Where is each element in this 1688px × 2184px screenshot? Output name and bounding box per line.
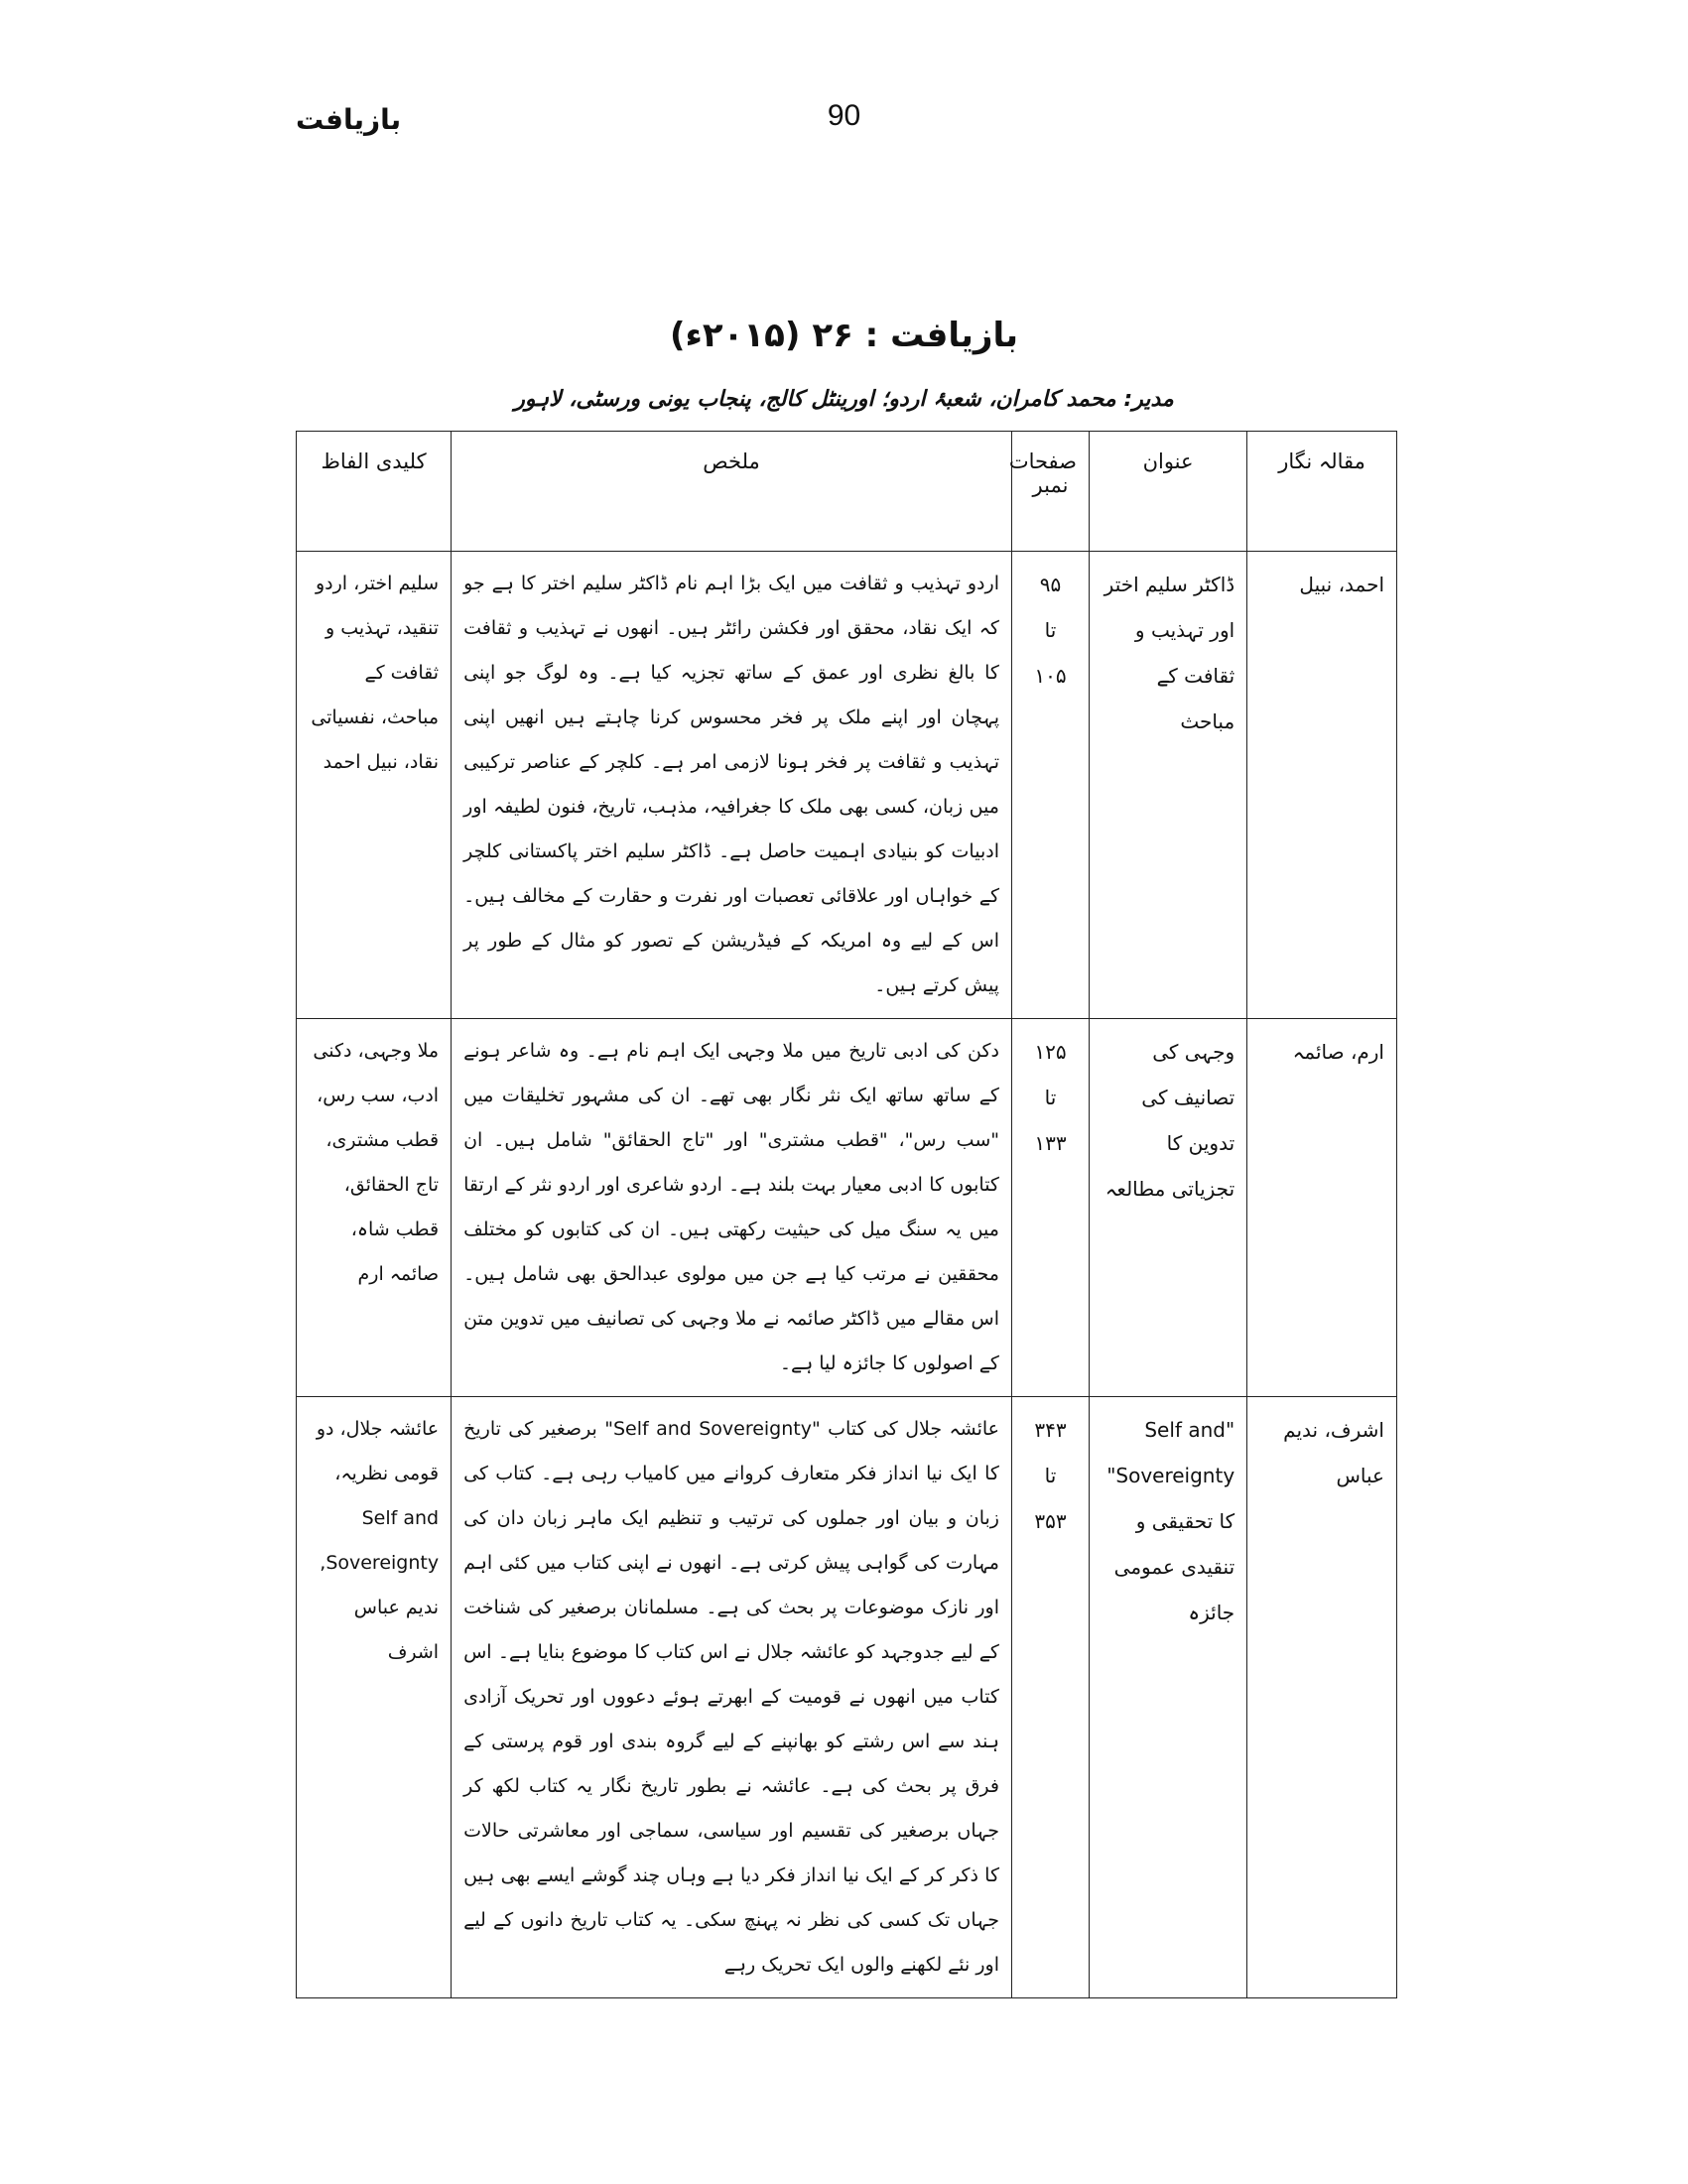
page-start: ۱۲۵: [1034, 1040, 1067, 1064]
cell-pages: [1011, 1397, 1089, 1998]
cell-keywords: ملا وجہی، دکنی ادب، سب رس، قطب مشتری، تاج الحقائق، قطب شاہ، صائمہ ارم: [297, 1019, 452, 1397]
cell-author: ارم، صائمہ: [1247, 1019, 1397, 1397]
cell-title: ڈاکٹر سلیم اختر اور تہذیب و ثقافت کے مباحث: [1090, 552, 1247, 1019]
cell-pages: [1011, 552, 1089, 1019]
page-end: ۱۳۳: [1034, 1131, 1067, 1155]
page-to: تا: [1044, 1086, 1057, 1109]
table-row: [297, 1397, 1397, 1998]
page-start: ۳۴۳: [1034, 1418, 1067, 1442]
document-subtitle: مدیر: محمد کامران، شعبۂ اردو؛ اورینٹل کالج، پنجاب یونی ورسٹی، لاہور: [514, 387, 1174, 412]
table-header-row: [297, 432, 1397, 552]
table-row: [297, 1019, 1397, 1397]
cell-abstract: اردو تہذیب و ثقافت میں ایک بڑا اہم نام ڈاکٹر سلیم اختر کا ہے جو کہ ایک نقاد، محقق اور فکشن رائٹر ہیں۔ انھوں نے تہذیب و ثقافت کا بالغ نظری اور عمق کے ساتھ تجزیہ کیا ہے۔ وہ لوگ جو اپنی پہچان اور اپنے ملک پر فخر محسوس کرنا چاہتے ہیں انھیں اپنی تہذیب و ثقافت پر فخر ہونا لازمی امر ہے۔ کلچر کے عناصر ترکیبی میں زبان، کسی بھی ملک کا جغرافیہ، مذہب، تاریخ، فنون لطیفہ اور ادبیات کو بنیادی اہمیت حاصل ہے۔ ڈاکٹر سلیم اختر پاکستانی کلچر کے خواہاں اور علاقائی تعصبات اور نفرت و حقارت کے مخالف ہیں۔ اس کے لیے وہ امریکہ کے فیڈریشن کے تصور کو مثال کے طور پر پیش کرتے ہیں۔: [452, 552, 1012, 1019]
header-pages: صفحات نمبر: [1011, 432, 1089, 552]
cell-author: احمد، نبیل: [1247, 552, 1397, 1019]
page-to: تا: [1044, 618, 1057, 642]
cell-title: وجہی کی تصانیف کی تدوین کا تجزیاتی مطالعہ: [1090, 1019, 1247, 1397]
cell-pages: [1011, 1019, 1089, 1397]
header-title: عنوان: [1090, 432, 1247, 552]
cell-author: اشرف، ندیم عباس: [1247, 1397, 1397, 1998]
cell-keywords: عائشہ جلال، دو قومی نظریہ، Self and Sovereignty, ندیم عباس اشرف: [297, 1397, 452, 1998]
cell-title: "Self and Sovereignty" کا تحقیقی و تنقیدی عمومی جائزہ: [1090, 1397, 1247, 1998]
cell-abstract: عائشہ جلال کی کتاب "Self and Sovereignty" برصغیر کی تاریخ کا ایک نیا انداز فکر متعارف کروانے میں کامیاب رہی ہے۔ کتاب کی زبان و بیان اور جملوں کی ترتیب و تنظیم ایک ماہر زبان دان کی مہارت کی گواہی پیش کرتی ہے۔ انھوں نے اپنی کتاب میں کئی اہم اور نازک موضوعات پر بحث کی ہے۔ مسلمانان برصغیر کی شناخت کے لیے جدوجہد کو عائشہ جلال نے اس کتاب کا موضوع بنایا ہے۔ اس کتاب میں انھوں نے قومیت کے ابھرتے ہوئے دعووں اور تحریک آزادی ہند سے اس رشتے کو بھانپنے کے لیے گروہ بندی اور قوم پرستی کے فرق پر بحث کی ہے۔ عائشہ نے بطور تاریخ نگار یہ کتاب لکھ کر جہاں برصغیر کی تقسیم اور سیاسی، سماجی اور معاشرتی حالات کا ذکر کر کے ایک نیا انداز فکر دیا ہے وہاں چند گوشے ایسے بھی ہیں جہاں تک کسی کی نظر نہ پہنچ سکی۔ یہ کتاب تاریخ دانوں کے لیے اور نئے لکھنے والوں ایک تحریک رہے: [452, 1397, 1012, 1998]
page-start: ۹۵: [1039, 573, 1062, 596]
header-author: مقالہ نگار: [1247, 432, 1397, 552]
document-title: بازیافت : ۲۶ (۲۰۱۵ء): [669, 316, 1018, 355]
cell-keywords: سلیم اختر، اردو تنقید، تہذیب و ثقافت کے مباحث، نفسیاتی نقاد، نبیل احمد: [297, 552, 452, 1019]
table-row: [297, 552, 1397, 1019]
page-end: ۳۵۳: [1034, 1509, 1067, 1533]
page-to: تا: [1044, 1464, 1057, 1487]
header-keywords: کلیدی الفاظ: [297, 432, 452, 552]
cell-abstract: دکن کی ادبی تاریخ میں ملا وجہی ایک اہم نام ہے۔ وہ شاعر ہونے کے ساتھ ساتھ ایک نثر نگار بھی تھے۔ ان کی مشہور تخلیقات میں "سب رس"، "قطب مشتری" اور "تاج الحقائق" شامل ہیں۔ ان کتابوں کا ادبی معیار بہت بلند ہے۔ اردو شاعری اور اردو نثر کے ارتقا میں یہ سنگ میل کی حیثیت رکھتی ہیں۔ ان کی کتابوں کو مختلف محققین نے مرتب کیا ہے جن میں مولوی عبدالحق بھی شامل ہیں۔ اس مقالے میں ڈاکٹر صائمہ نے ملا وجہی کی تصانیف میں تدوین متن کے اصولوں کا جائزہ لیا ہے۔: [452, 1019, 1012, 1397]
header-abstract: ملخص: [452, 432, 1012, 552]
journal-name-header: بازیافت: [296, 103, 402, 136]
page-end: ۱۰۵: [1034, 664, 1067, 688]
page-number: 90: [827, 99, 861, 132]
articles-table: [296, 431, 1397, 1998]
